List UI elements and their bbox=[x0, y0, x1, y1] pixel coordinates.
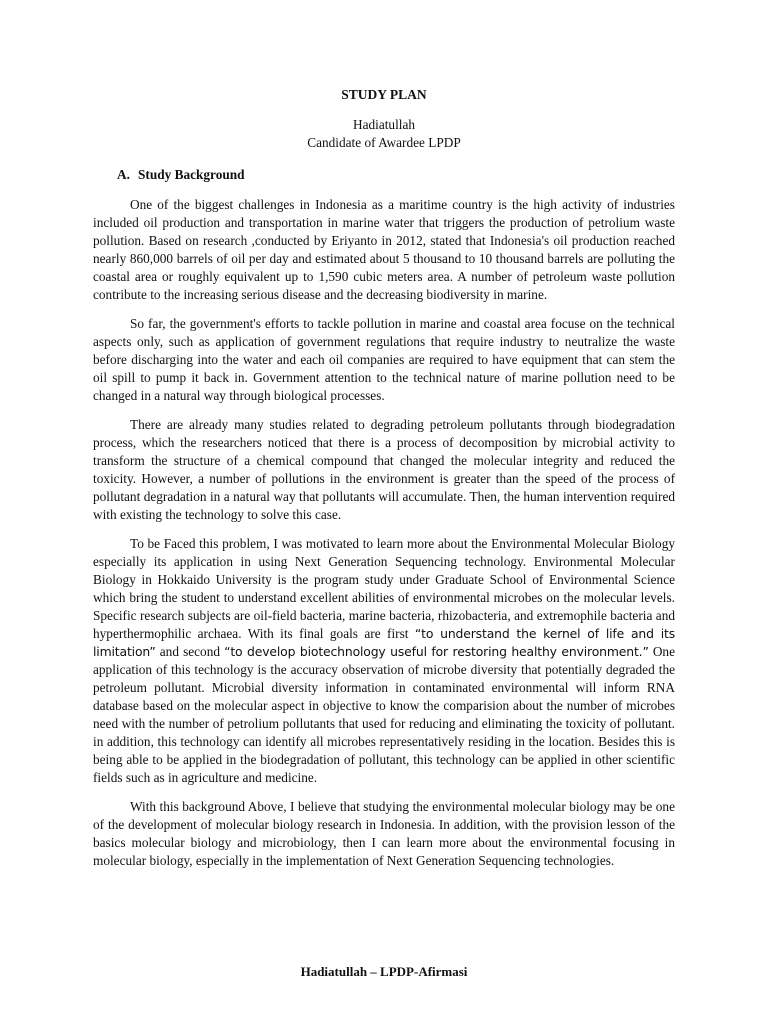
author-subtitle: Candidate of Awardee LPDP bbox=[307, 135, 461, 150]
paragraph-4-end: One application of this technology is the accuracy observation of microbe diversity that potentially degraded the petroleum pollutant. Microbial diversity information in contaminated environmental will inform RNA database based on the molecular aspect in objective to know the comparision about the number of microbes need with the number of petrolium pollutants that used for reducing and eliminating the toxicity of pollutant. in addition, this technology can identify all microbes representatively residing in the location. Besides this is being able to be applied in the biodegradation of pollutant, this technology can be applied in other scientific fields such as in agriculture and medicine. bbox=[93, 644, 675, 785]
section-title: Study Background bbox=[138, 167, 245, 182]
author-name: Hadiatullah bbox=[352, 117, 416, 132]
section-letter: A. bbox=[117, 167, 130, 182]
paragraph-4-start: To be Faced this problem, I was motivated to learn more about the Environmental Molecular Biology especially its application in using Next Generation Sequencing technology. Environmental Molecular Biology in Hokkaido University is the program study under Graduate School of Environmental Science which bring the student to understand excellent abilities of environmental microbes on the molecular levels. Specific research subjects are oil-field bacteria, marine bacteria, rhizobacteria, and extremophile bacteria and hyperthermophilic archaea. With its final goals are first bbox=[93, 536, 675, 641]
paragraph-2: So far, the government's efforts to tackle pollution in marine and coastal area focuse on the technical aspects only, such as application of government regulations that require industry to neutralize the waste before discharging into the water and each oil companies are required to have equipment that can stem the oil spill to pump it back in. Government attention to the technical nature of marine pollution need to be changed in a natural way through biological processes. bbox=[93, 316, 675, 403]
section-heading bbox=[117, 166, 675, 184]
goal-quote-2: “to develop biotechnology useful for restoring healthy environment.” bbox=[224, 644, 649, 659]
page-footer: Hadiatullah – LPDP-Afirmasi bbox=[300, 964, 468, 979]
document-page bbox=[93, 86, 675, 881]
goal-quote-1: “to understand the kernel of life and its limitation” bbox=[93, 626, 676, 659]
page-title: STUDY PLAN bbox=[341, 87, 427, 102]
paragraph-3: There are already many studies related to degrading petroleum pollutants through biodegradation process, which the researchers noticed that there is a process of decomposition by microbial activity to transform the structure of a chemical compound that changed the molecular integrity and reduced the toxicity. However, a number of pollutions in the environment is greater than the speed of the process of pollutant degradation in a natural way that pollutants will accumulate. Then, the human intervention required with existing the technology to solve this case. bbox=[93, 417, 675, 522]
paragraph-5: With this background Above, I believe that studying the environmental molecular biology may be one of the development of molecular biology research in Indonesia. In addition, with the provision lesson of the basics molecular biology and microbiology, then I can learn more about the environmental focusing in molecular biology, especially in the implementation of Next Generation Sequencing technologies. bbox=[93, 799, 675, 868]
paragraph-4-connector: and second bbox=[155, 644, 225, 659]
paragraph-4 bbox=[93, 535, 675, 787]
paragraph-1: One of the biggest challenges in Indonesia as a maritime country is the high activity of industries included oil production and transportation in marine water that triggers the production of petrolium waste pollution. Based on research ,conducted by Eriyanto in 2012, stated that Indonesia's oil production reached nearly 860,000 barrels of oil per day and estimated about 5 thousand to 10 thousand barrels are polluting the coastal area or roughly equivalent up to 1,590 cubic meters area. A number of petroleum waste pollution contribute to the increasing serious disease and the decreasing biodiversity in marine. bbox=[93, 197, 675, 302]
